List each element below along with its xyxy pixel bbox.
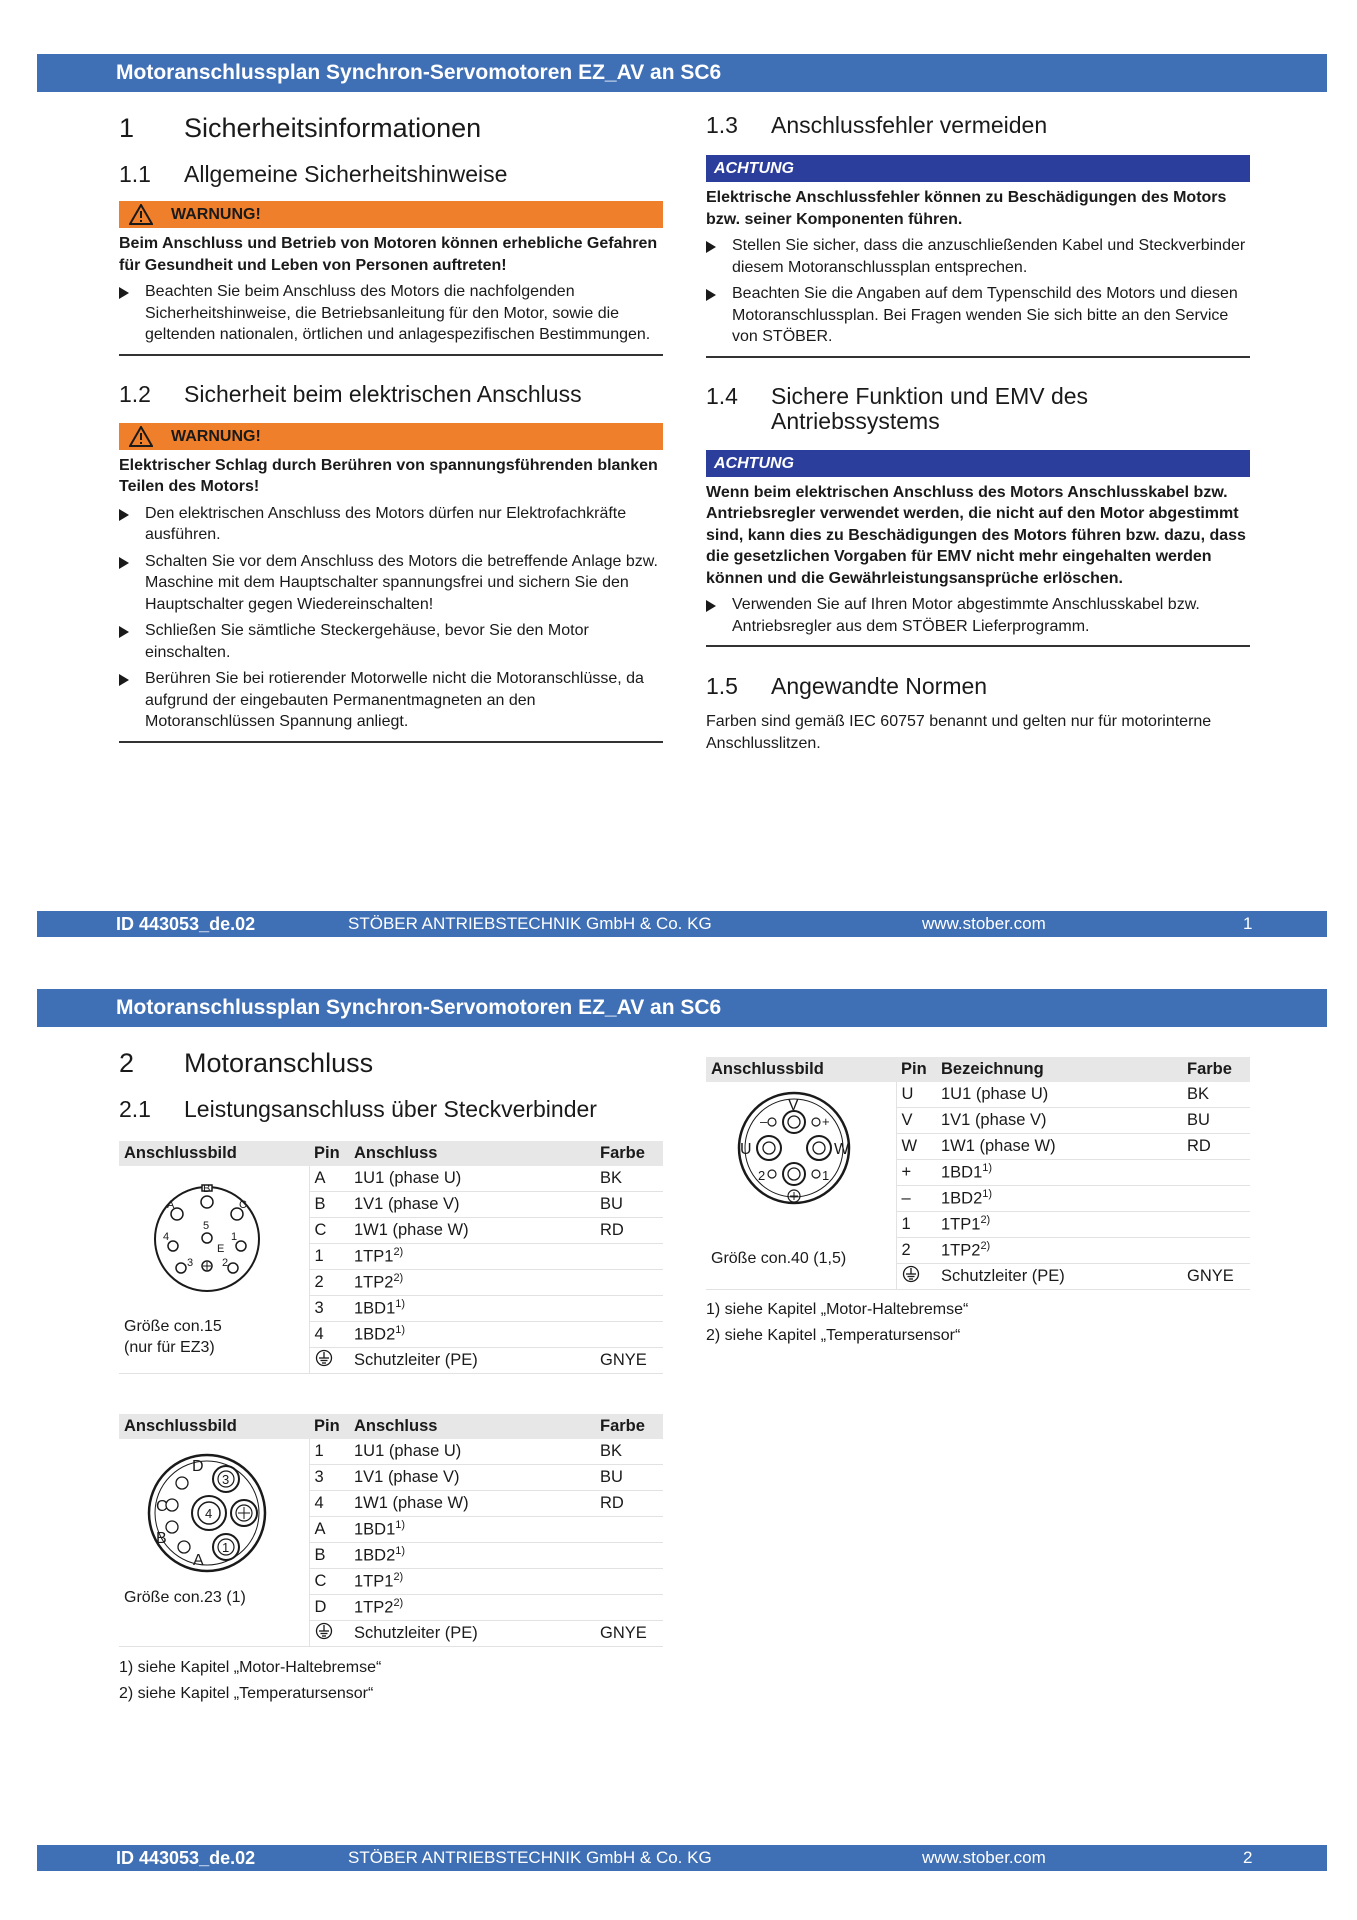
col-header-connection: Anschluss bbox=[349, 1141, 595, 1166]
connection-cell: Schutzleiter (PE) bbox=[349, 1348, 595, 1374]
designation-cell: 1TP1$^{2)}$ bbox=[936, 1212, 1182, 1238]
designation-cell: 1BD1$^{1)}$ bbox=[936, 1160, 1182, 1186]
protective-earth-icon bbox=[902, 1265, 920, 1283]
page2-header-bar bbox=[37, 989, 1327, 1027]
connection-cell: 1U1 (phase U) bbox=[349, 1439, 595, 1465]
connection-cell: 1W1 (phase W) bbox=[349, 1218, 595, 1244]
pin-cell: D bbox=[309, 1595, 349, 1621]
header-title: Motoranschlussplan Synchron-Servomotoren EZ_AV an SC6 bbox=[116, 61, 722, 84]
footnotes-right bbox=[706, 1297, 968, 1349]
warning-box-1 bbox=[119, 201, 663, 228]
section-1-5-heading: 1.5 Angewandte Normen bbox=[706, 673, 988, 699]
page1-left-column bbox=[119, 113, 663, 743]
pin-cell: U bbox=[896, 1082, 936, 1108]
protective-earth-icon bbox=[315, 1349, 333, 1367]
connection-cell: 1BD2$^{1)}$ bbox=[349, 1322, 595, 1348]
section-1-1-heading: 1.1 Allgemeine Sicherheitshinweise bbox=[119, 161, 508, 187]
page1-footer-bar bbox=[37, 911, 1327, 937]
arrow-icon bbox=[119, 557, 129, 569]
arrow-icon bbox=[119, 509, 129, 521]
connector-label: C bbox=[156, 1498, 168, 1515]
warning-text: Beim Anschluss und Betrieb von Motoren können erhebliche Gefahren für Gesundheit und Leben von Personen auftreten! bbox=[119, 235, 658, 274]
pin-table-con23 bbox=[119, 1414, 663, 1647]
connector-size-label: Größe con.40 (1,5) bbox=[711, 1250, 847, 1267]
connection-cell: 1V1 (phase V) bbox=[349, 1192, 595, 1218]
col-header-color: Farbe bbox=[595, 1414, 663, 1439]
connector-con15-diagram bbox=[137, 1176, 277, 1302]
divider bbox=[119, 741, 663, 743]
connector-image-cell bbox=[119, 1439, 309, 1647]
connector-label: U bbox=[740, 1141, 752, 1158]
protective-earth-icon bbox=[315, 1622, 333, 1640]
footer-id: ID 443053_de.02 bbox=[116, 1848, 256, 1868]
col-header-image: Anschlussbild bbox=[119, 1141, 309, 1166]
footnote-1: 1) siehe Kapitel „Motor-Haltebremse“ bbox=[706, 1301, 969, 1318]
arrow-icon bbox=[119, 674, 129, 686]
connector-label: 2 bbox=[758, 1168, 766, 1183]
connection-cell: 1BD2$^{1)}$ bbox=[349, 1543, 595, 1569]
pin-table-con40 bbox=[706, 1057, 1250, 1290]
pin-table-con15 bbox=[119, 1141, 663, 1374]
connector-image-cell bbox=[706, 1082, 896, 1290]
warning-label: WARNUNG! bbox=[171, 427, 261, 445]
connector-label: 3 bbox=[187, 1257, 194, 1269]
connector-label: B bbox=[156, 1530, 167, 1547]
connection-cell: 1BD1$^{1)}$ bbox=[349, 1517, 595, 1543]
designation-cell: 1BD2$^{1)}$ bbox=[936, 1186, 1182, 1212]
designation-cell: 1U1 (phase U) bbox=[936, 1082, 1182, 1108]
connector-label: W bbox=[834, 1141, 850, 1158]
designation-cell: Schutzleiter (PE) bbox=[936, 1264, 1182, 1290]
connection-cell: 1TP2$^{2)}$ bbox=[349, 1270, 595, 1296]
color-cell: RD bbox=[595, 1491, 663, 1517]
pin-cell: W bbox=[896, 1134, 936, 1160]
pin-cell: – bbox=[896, 1186, 936, 1212]
pin-cell: C bbox=[309, 1569, 349, 1595]
color-cell bbox=[595, 1322, 663, 1348]
page2-left-column bbox=[119, 1048, 663, 1122]
connector-label: 1 bbox=[822, 1168, 830, 1183]
color-cell: GNYE bbox=[595, 1621, 663, 1647]
warning-label: WARNUNG! bbox=[171, 206, 261, 223]
section-1-2-heading: 1.2 Sicherheit beim elektrischen Anschluss bbox=[119, 380, 582, 407]
section-1-3-heading: 1.3 Anschlussfehler vermeiden bbox=[706, 112, 1048, 138]
arrow-icon bbox=[119, 626, 129, 638]
pin-cell: V bbox=[896, 1108, 936, 1134]
connector-label: 1 bbox=[231, 1231, 238, 1243]
table-row bbox=[119, 1166, 663, 1192]
connector-label: A bbox=[167, 1199, 175, 1211]
color-cell: GNYE bbox=[1182, 1264, 1250, 1290]
color-cell: GNYE bbox=[595, 1348, 663, 1374]
color-cell: BK bbox=[595, 1166, 663, 1192]
color-cell: BK bbox=[595, 1439, 663, 1465]
pin-cell: 3 bbox=[309, 1296, 349, 1322]
color-cell bbox=[1182, 1186, 1250, 1212]
connector-image-cell bbox=[119, 1166, 309, 1374]
connection-cell: 1TP1$^{2)}$ bbox=[349, 1569, 595, 1595]
connector-label: C bbox=[239, 1199, 247, 1211]
page1-right-column bbox=[706, 113, 1250, 754]
color-cell bbox=[595, 1270, 663, 1296]
pin-cell bbox=[309, 1348, 349, 1374]
pin-cell: A bbox=[309, 1166, 349, 1192]
page-number: 2 bbox=[1243, 1848, 1253, 1867]
footnotes-left bbox=[119, 1655, 381, 1707]
bullet-item: Beachten Sie die Angaben auf dem Typenschild des Motors und diesen Motoranschlussplan. Bei Fragen wenden Sie sich bitte an den Service von STÖBER. bbox=[706, 283, 1250, 348]
bullet-item: Den elektrischen Anschluss des Motors dürfen nur Elektrofachkräfte ausführen. bbox=[119, 503, 663, 546]
pin-cell bbox=[309, 1621, 349, 1647]
connector-label: + bbox=[822, 1114, 830, 1129]
footnote-2: 2) siehe Kapitel „Temperatursensor“ bbox=[706, 1327, 961, 1344]
connector-label: E bbox=[217, 1243, 225, 1255]
arrow-icon bbox=[706, 241, 716, 253]
connector-label: A bbox=[193, 1552, 204, 1569]
footer-company: STÖBER ANTRIEBSTECHNIK GmbH & Co. KG bbox=[348, 914, 712, 933]
color-cell bbox=[595, 1244, 663, 1270]
section-1-4-heading: 1.4 Sichere Funktion und EMV des Antriebssystems bbox=[706, 382, 1089, 434]
col-header-designation: Bezeichnung bbox=[936, 1057, 1182, 1082]
color-cell bbox=[595, 1543, 663, 1569]
connector-label: D bbox=[192, 1458, 204, 1475]
bullet-item: Verwenden Sie auf Ihren Motor abgestimmte Anschlusskabel bzw. Antriebsregler aus dem STÖBER Lieferprogramm. bbox=[706, 594, 1250, 637]
footer-url[interactable]: www.stober.com bbox=[922, 1848, 1046, 1867]
bullet-item: Stellen Sie sicher, dass die anzuschließenden Kabel und Steckverbinder diesem Motoranschlussplan entsprechen. bbox=[706, 235, 1250, 278]
color-cell: RD bbox=[1182, 1134, 1250, 1160]
color-cell bbox=[1182, 1160, 1250, 1186]
page-number: 1 bbox=[1243, 914, 1253, 933]
bullet-item: Schließen Sie sämtliche Steckergehäuse, bevor Sie den Motor einschalten. bbox=[119, 620, 663, 663]
section-2-1-heading: 2.1 Leistungsanschluss über Steckverbinder bbox=[119, 1096, 597, 1122]
connector-con40-diagram bbox=[730, 1088, 858, 1206]
pin-cell: 2 bbox=[309, 1270, 349, 1296]
col-header-pin: Pin bbox=[896, 1057, 936, 1082]
connector-label: 4 bbox=[205, 1506, 213, 1521]
bullet-item: Schalten Sie vor dem Anschluss des Motors die betreffende Anlage bzw. Maschine mit dem Hauptschalter spannungsfrei und sichern Sie den Hauptschalter gegen Wiedereinschalten! bbox=[119, 551, 663, 616]
page1-header-bar bbox=[37, 54, 1327, 92]
footer-company: STÖBER ANTRIEBSTECHNIK GmbH & Co. KG bbox=[348, 1848, 712, 1867]
connector-label: 3 bbox=[222, 1472, 230, 1487]
notice-box-1: ACHTUNG bbox=[706, 155, 1250, 182]
pin-cell: 1 bbox=[309, 1439, 349, 1465]
section-2-heading: 2 Motoranschluss bbox=[119, 1048, 374, 1078]
pin-cell: B bbox=[309, 1543, 349, 1569]
color-cell bbox=[595, 1569, 663, 1595]
connector-label: V bbox=[788, 1097, 799, 1114]
color-cell: BU bbox=[595, 1192, 663, 1218]
col-header-connection: Anschluss bbox=[349, 1414, 595, 1439]
section-1-heading: 1 Sicherheitsinformationen bbox=[119, 113, 482, 143]
connection-cell: Schutzleiter (PE) bbox=[349, 1621, 595, 1647]
connection-cell: 1BD1$^{1)}$ bbox=[349, 1296, 595, 1322]
notice-text: Wenn beim elektrischen Anschluss des Motors Anschlusskabel bzw. Antriebsregler verwendet werden, die nicht auf den Motor abgestimmt sind, kann dies zu Beschädigungen des Motors führen bzw. dazu, dass die gesetzlichen Vorgaben für EMV nicht mehr eingehalten werden können und die Gewährleistungsansprüche erlöschen. bbox=[706, 483, 1246, 587]
color-cell: RD bbox=[595, 1218, 663, 1244]
col-header-pin: Pin bbox=[309, 1414, 349, 1439]
norms-text: Farben sind gemäß IEC 60757 benannt und gelten nur für motorinterne Anschlusslitzen. bbox=[706, 713, 1212, 752]
warning-text: Elektrischer Schlag durch Berühren von spannungsführenden blanken Teilen des Motors! bbox=[119, 456, 658, 495]
col-header-image: Anschlussbild bbox=[119, 1414, 309, 1439]
footer-id: ID 443053_de.02 bbox=[116, 914, 256, 934]
pin-cell: C bbox=[309, 1218, 349, 1244]
connector-label: 1 bbox=[222, 1540, 230, 1555]
connector-label: – bbox=[760, 1114, 768, 1129]
pin-cell: 4 bbox=[309, 1491, 349, 1517]
connection-cell: 1W1 (phase W) bbox=[349, 1491, 595, 1517]
arrow-icon bbox=[706, 600, 716, 612]
col-header-color: Farbe bbox=[1182, 1057, 1250, 1082]
connector-size-label: Größe con.15 (nur für EZ3) bbox=[124, 1318, 222, 1356]
footnote-1: 1) siehe Kapitel „Motor-Haltebremse“ bbox=[119, 1659, 382, 1676]
color-cell bbox=[1182, 1238, 1250, 1264]
col-header-image: Anschlussbild bbox=[706, 1057, 896, 1082]
connection-cell: 1V1 (phase V) bbox=[349, 1465, 595, 1491]
pin-cell bbox=[896, 1264, 936, 1290]
color-cell: BK bbox=[1182, 1082, 1250, 1108]
pin-cell: 1 bbox=[309, 1244, 349, 1270]
warning-triangle-icon bbox=[129, 204, 153, 225]
connector-label: 2 bbox=[222, 1257, 229, 1269]
color-cell bbox=[1182, 1212, 1250, 1238]
connector-label: 4 bbox=[163, 1231, 170, 1243]
divider bbox=[706, 645, 1250, 647]
designation-cell: 1V1 (phase V) bbox=[936, 1108, 1182, 1134]
color-cell bbox=[595, 1595, 663, 1621]
connector-label: 5 bbox=[203, 1220, 210, 1232]
pin-cell: + bbox=[896, 1160, 936, 1186]
pin-cell: 2 bbox=[896, 1238, 936, 1264]
connection-cell: 1TP1$^{2)}$ bbox=[349, 1244, 595, 1270]
color-cell bbox=[595, 1296, 663, 1322]
color-cell: BU bbox=[1182, 1108, 1250, 1134]
divider bbox=[119, 354, 663, 356]
connector-con23-diagram bbox=[142, 1449, 272, 1577]
pin-cell: 4 bbox=[309, 1322, 349, 1348]
pin-cell: 1 bbox=[896, 1212, 936, 1238]
page2-footer-bar bbox=[37, 1845, 1327, 1871]
pin-cell: 3 bbox=[309, 1465, 349, 1491]
designation-cell: 1W1 (phase W) bbox=[936, 1134, 1182, 1160]
header-title: Motoranschlussplan Synchron-Servomotoren EZ_AV an SC6 bbox=[116, 996, 722, 1019]
divider bbox=[706, 356, 1250, 358]
footer-url[interactable]: www.stober.com bbox=[922, 914, 1046, 933]
designation-cell: 1TP2$^{2)}$ bbox=[936, 1238, 1182, 1264]
warning-box-2 bbox=[119, 423, 663, 450]
table-row bbox=[706, 1082, 1250, 1108]
warning-triangle-icon bbox=[129, 426, 153, 447]
footnote-2: 2) siehe Kapitel „Temperatursensor“ bbox=[119, 1685, 374, 1702]
connector-size-label: Größe con.23 (1) bbox=[124, 1589, 246, 1606]
pin-cell: A bbox=[309, 1517, 349, 1543]
color-cell bbox=[595, 1517, 663, 1543]
col-header-color: Farbe bbox=[595, 1141, 663, 1166]
notice-text: Elektrische Anschlussfehler können zu Beschädigungen des Motors bzw. seiner Komponenten führen. bbox=[706, 189, 1227, 228]
color-cell: BU bbox=[595, 1465, 663, 1491]
arrow-icon bbox=[119, 287, 129, 299]
bullet-item: Beachten Sie beim Anschluss des Motors die nachfolgenden Sicherheitshinweise, die Betriebsanleitung für den Motor, sowie die geltenden nationalen, örtlichen und anlagespezifischen Bestimmungen. bbox=[119, 281, 663, 346]
table-row bbox=[119, 1439, 663, 1465]
connector-label: B bbox=[203, 1183, 211, 1195]
pin-cell: B bbox=[309, 1192, 349, 1218]
notice-box-2: ACHTUNG bbox=[706, 450, 1250, 477]
connection-cell: 1U1 (phase U) bbox=[349, 1166, 595, 1192]
col-header-pin: Pin bbox=[309, 1141, 349, 1166]
bullet-item: Berühren Sie bei rotierender Motorwelle nicht die Motoranschlüsse, da aufgrund der eingebauten Permanentmagneten an den Motoranschlüssen Spannung anliegt. bbox=[119, 668, 663, 733]
connection-cell: 1TP2$^{2)}$ bbox=[349, 1595, 595, 1621]
arrow-icon bbox=[706, 289, 716, 301]
